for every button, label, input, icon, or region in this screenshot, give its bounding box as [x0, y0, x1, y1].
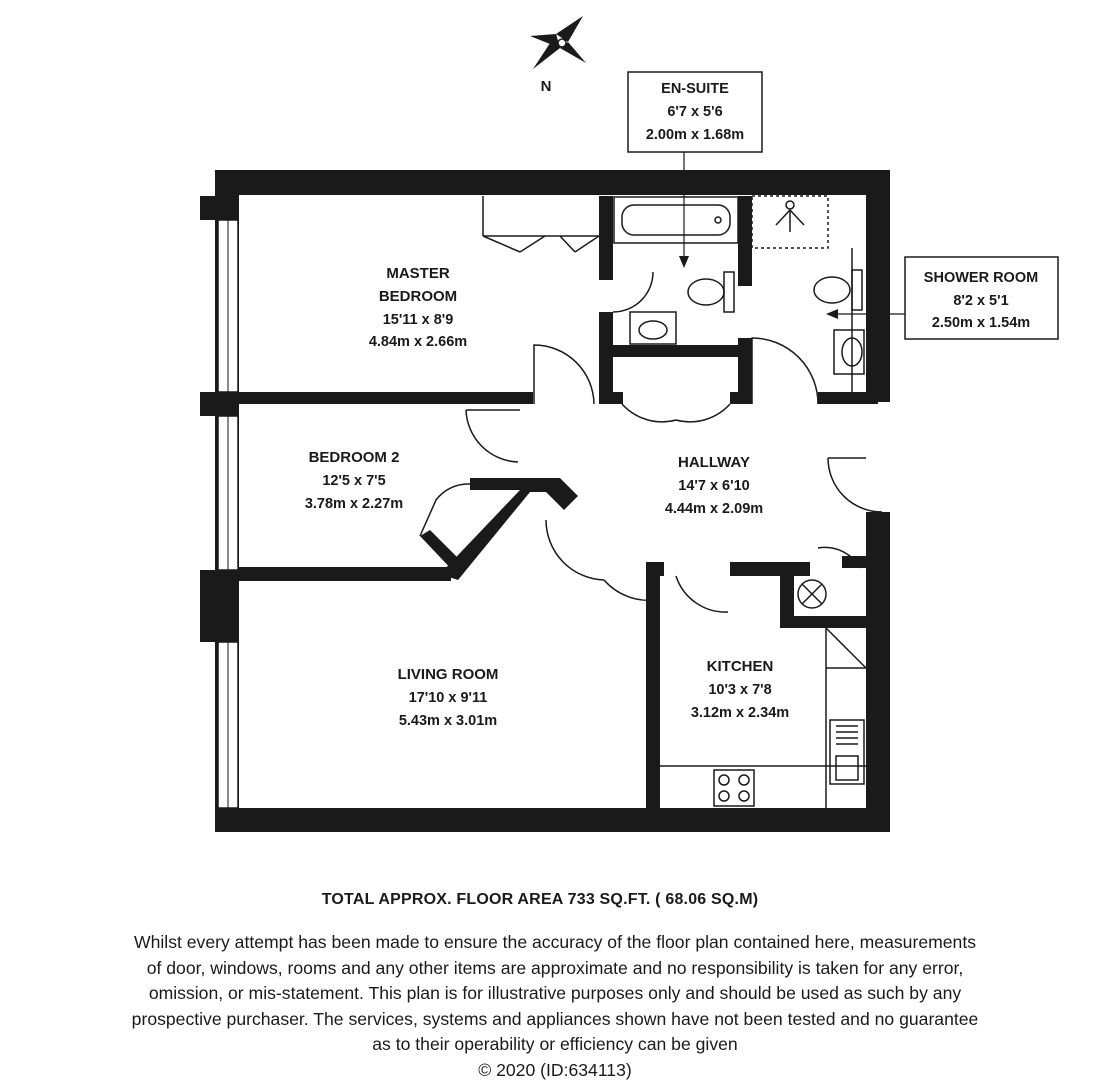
boiler-icon: [798, 580, 826, 608]
disclaimer-line: as to their operability or efficiency can be given: [60, 1032, 1050, 1058]
door-swings: [420, 272, 882, 612]
room-size-metric: 3.12m x 2.34m: [691, 705, 789, 721]
room-size-imperial: 12'5 x 7'5: [322, 473, 385, 489]
toilet-icon: [814, 270, 862, 310]
room-size-imperial: 14'7 x 6'10: [678, 478, 749, 494]
room-size-imperial: 8'2 x 5'1: [953, 293, 1008, 309]
disclaimer-line: of door, windows, rooms and any other items are approximate and no responsibility is taken for any error,: [60, 956, 1050, 982]
room-size-metric: 4.84m x 2.66m: [369, 334, 467, 350]
wardrobe: [483, 196, 599, 252]
room-size-metric: 2.50m x 1.54m: [932, 315, 1030, 331]
hallway-label: [665, 454, 763, 517]
hob-icon: [714, 770, 754, 806]
kitchen-label: [691, 658, 789, 721]
outer-walls: [200, 170, 890, 832]
total-floor-area: TOTAL APPROX. FLOOR AREA 733 SQ.FT. ( 68.06 SQ.M): [0, 891, 1080, 909]
master-bedroom-label: [369, 265, 467, 350]
room-size-imperial: 17'10 x 9'11: [409, 690, 488, 706]
disclaimer-line: Whilst every attempt has been made to ensure the accuracy of the floor plan contained here, measurements: [60, 930, 1050, 956]
room-name: SHOWER ROOM: [924, 270, 1038, 286]
room-name: EN-SUITE: [661, 81, 729, 97]
basin-icon: [630, 312, 676, 344]
room-size-metric: 4.44m x 2.09m: [665, 501, 763, 517]
sink-icon: [830, 720, 864, 784]
compass-north-label: N: [541, 78, 552, 95]
disclaimer-line: prospective purchaser. The services, systems and appliances shown have not been tested and no guarantee: [60, 1007, 1050, 1033]
room-name: HALLWAY: [678, 454, 750, 471]
room-name: BEDROOM 2: [309, 449, 400, 466]
toilet-icon: [688, 272, 734, 312]
disclaimer-line: omission, or mis-statement. This plan is for illustrative purposes only and should be used as such by any: [60, 981, 1050, 1007]
room-name: LIVING ROOM: [398, 666, 499, 683]
bedroom-2-label: [305, 449, 403, 512]
room-size-metric: 5.43m x 3.01m: [399, 713, 497, 729]
room-size-metric: 2.00m x 1.68m: [646, 127, 744, 143]
copyright: © 2020 (ID:634113): [60, 1058, 1050, 1083]
room-name: MASTER: [386, 265, 450, 282]
room-size-imperial: 6'7 x 5'6: [667, 104, 722, 120]
room-size-imperial: 10'3 x 7'8: [708, 682, 771, 698]
compass-rose-icon: [530, 16, 586, 69]
room-size-metric: 3.78m x 2.27m: [305, 496, 403, 512]
bath-icon: [614, 197, 738, 243]
living-room-label: [398, 666, 499, 729]
room-name: KITCHEN: [707, 658, 774, 675]
room-name: BEDROOM: [379, 288, 457, 305]
shower-tray-icon: [752, 196, 828, 248]
disclaimer: [60, 930, 1050, 1083]
room-size-imperial: 15'11 x 8'9: [383, 312, 454, 328]
